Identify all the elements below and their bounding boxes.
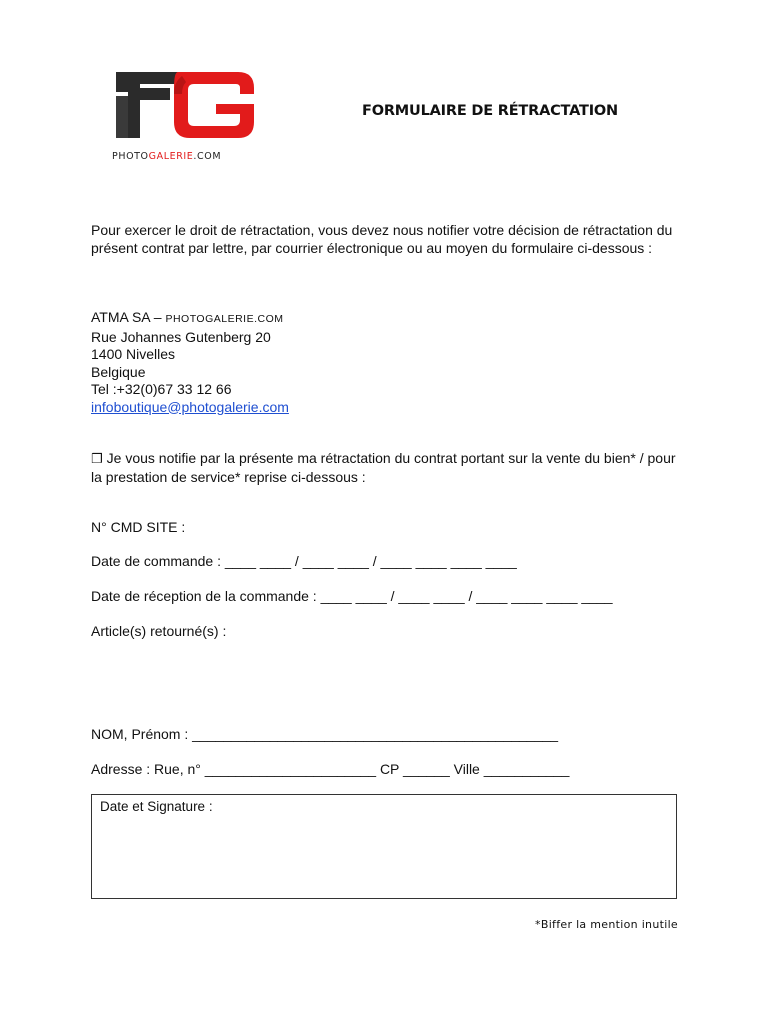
address-field[interactable]: Adresse : Rue, n° ______________________ CP ______ Ville ___________ [91, 761, 570, 777]
intro-paragraph: Pour exercer le droit de rétractation, vous devez nous notifier votre décision de rétractation du présent contrat par lettre, par courrier électronique ou au moyen du formulaire ci-dessous : [91, 222, 673, 256]
notification-paragraph [91, 450, 681, 486]
notification-text: Je vous notifie par la présente ma rétractation du contrat portant sur la vente du bien* / pour la prestation de service* reprise ci-dessous : [91, 450, 676, 485]
logo-wordmark: PHOTOGALERIE.COM [112, 151, 222, 162]
logo-mark [108, 64, 258, 150]
name-field[interactable]: NOM, Prénom : _______________________________________________ [91, 726, 559, 742]
street-line: Rue Johannes Gutenberg 20 [91, 328, 271, 345]
signature-box[interactable] [91, 794, 677, 899]
city-line: 1400 Nivelles [91, 346, 176, 362]
reception-date-field[interactable]: Date de réception de la commande : ____ ____ / ____ ____ / ____ ____ ____ ____ [91, 588, 613, 604]
checkbox-icon[interactable]: ❒ [91, 452, 103, 467]
photogalerie-logo [108, 64, 258, 164]
signature-label: Date et Signature : [100, 799, 213, 814]
order-number-field[interactable]: N° CMD SITE : [91, 519, 186, 535]
country-line: Belgique [91, 363, 146, 380]
company-address [91, 309, 289, 416]
document-title: FORMULAIRE DE RÉTRACTATION [362, 103, 618, 119]
company-line: ATMA SA – PHOTOGALERIE.COM [91, 309, 284, 325]
email-link[interactable]: infoboutique@photogalerie.com [91, 398, 289, 415]
order-date-field[interactable]: Date de commande : ____ ____ / ____ ____ / ____ ____ ____ ____ [91, 553, 517, 569]
phone-line: Tel :+32(0)67 33 12 66 [91, 381, 232, 397]
footnote: *Biffer la mention inutile [535, 918, 678, 931]
returned-articles-field[interactable]: Article(s) retourné(s) : [91, 623, 227, 639]
